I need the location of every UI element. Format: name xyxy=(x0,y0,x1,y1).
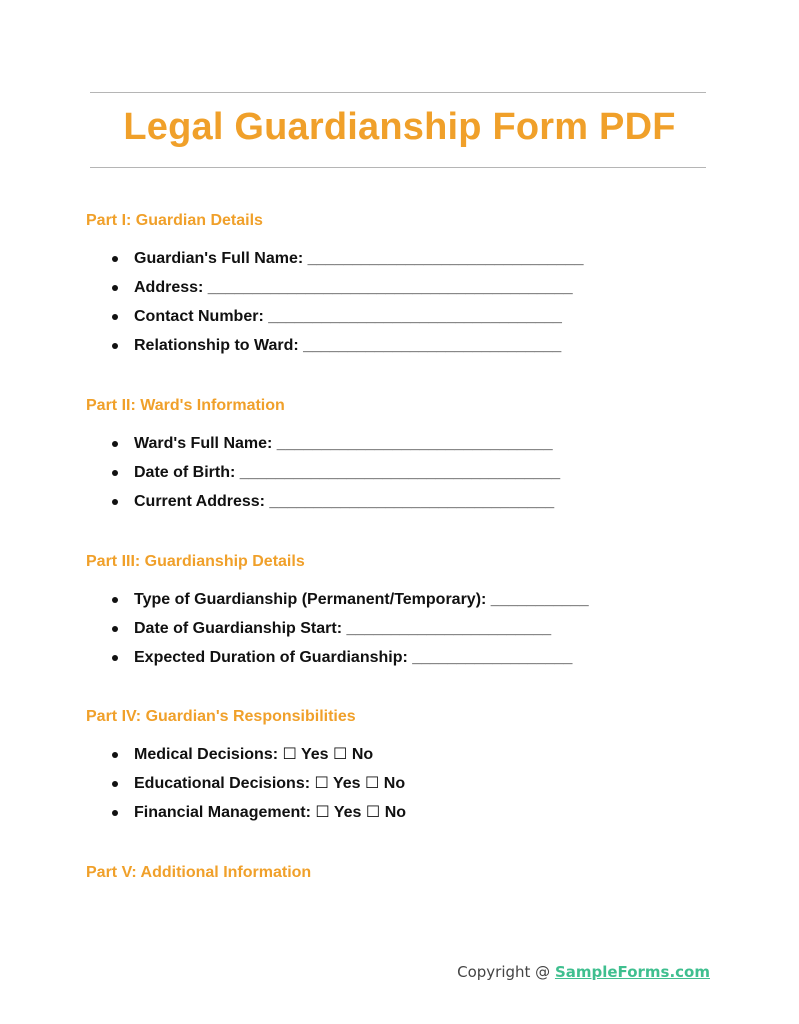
bullet-icon xyxy=(112,781,118,787)
section-heading: Part IV: Guardian's Responsibilities xyxy=(86,708,356,725)
bullet-icon xyxy=(112,597,118,603)
list-item xyxy=(108,648,589,677)
field-list xyxy=(108,745,406,832)
field-label: Contact Number: _________________________________ xyxy=(134,308,562,325)
field-label: Educational Decisions: ☐ Yes ☐ No xyxy=(134,775,406,792)
bullet-icon xyxy=(112,499,118,505)
bullet-icon xyxy=(112,314,118,320)
section-heading: Part I: Guardian Details xyxy=(86,212,263,229)
section-heading: Part III: Guardianship Details xyxy=(86,553,305,570)
list-item xyxy=(108,492,560,521)
field-list xyxy=(108,590,589,677)
bullet-icon xyxy=(112,655,118,661)
list-item xyxy=(108,307,583,336)
field-list xyxy=(108,249,583,365)
bullet-icon xyxy=(112,752,118,758)
bullet-icon xyxy=(112,441,118,447)
section-heading: Part II: Ward's Information xyxy=(86,397,285,414)
bullet-icon xyxy=(112,256,118,262)
field-label: Date of Birth: ____________________________________ xyxy=(134,464,561,481)
list-item xyxy=(108,803,406,832)
title-top-rule xyxy=(90,92,706,93)
field-label: Ward's Full Name: _______________________________ xyxy=(134,435,553,452)
field-label: Financial Management: ☐ Yes ☐ No xyxy=(134,804,407,821)
brand-link[interactable]: SampleForms.com xyxy=(554,963,710,981)
field-label: Address: _________________________________________ xyxy=(134,279,573,296)
field-label: Relationship to Ward: _____________________________ xyxy=(134,337,562,354)
section-guardian-details xyxy=(86,211,766,354)
list-item xyxy=(108,619,589,648)
field-label: Type of Guardianship (Permanent/Temporary): ___________ xyxy=(134,591,589,608)
list-item xyxy=(108,434,560,463)
field-label: Date of Guardianship Start: _______________________ xyxy=(134,620,552,637)
title-bottom-rule xyxy=(90,167,706,168)
bullet-icon xyxy=(112,810,118,816)
field-list xyxy=(108,434,560,521)
section-guardian-responsibilities xyxy=(86,707,766,821)
bullet-icon xyxy=(112,626,118,632)
section-additional-information xyxy=(86,863,766,883)
list-item xyxy=(108,590,589,619)
copyright-footer xyxy=(457,963,710,981)
list-item xyxy=(108,278,583,307)
bullet-icon xyxy=(112,470,118,476)
page-title: Legal Guardianship Form PDF xyxy=(123,106,676,148)
copyright-text: Copyright @ xyxy=(457,963,555,981)
list-item xyxy=(108,774,406,803)
field-label: Current Address: ________________________________ xyxy=(134,493,555,510)
list-item xyxy=(108,249,583,278)
list-item xyxy=(108,336,583,365)
field-label: Medical Decisions: ☐ Yes ☐ No xyxy=(134,746,374,763)
list-item xyxy=(108,745,406,774)
section-heading: Part V: Additional Information xyxy=(86,864,312,881)
section-guardianship-details xyxy=(86,552,766,666)
section-ward-information xyxy=(86,396,766,510)
bullet-icon xyxy=(112,285,118,291)
bullet-icon xyxy=(112,343,118,349)
field-label: Guardian's Full Name: _______________________________ xyxy=(134,250,584,267)
list-item xyxy=(108,463,560,492)
field-label: Expected Duration of Guardianship: __________________ xyxy=(134,649,573,666)
